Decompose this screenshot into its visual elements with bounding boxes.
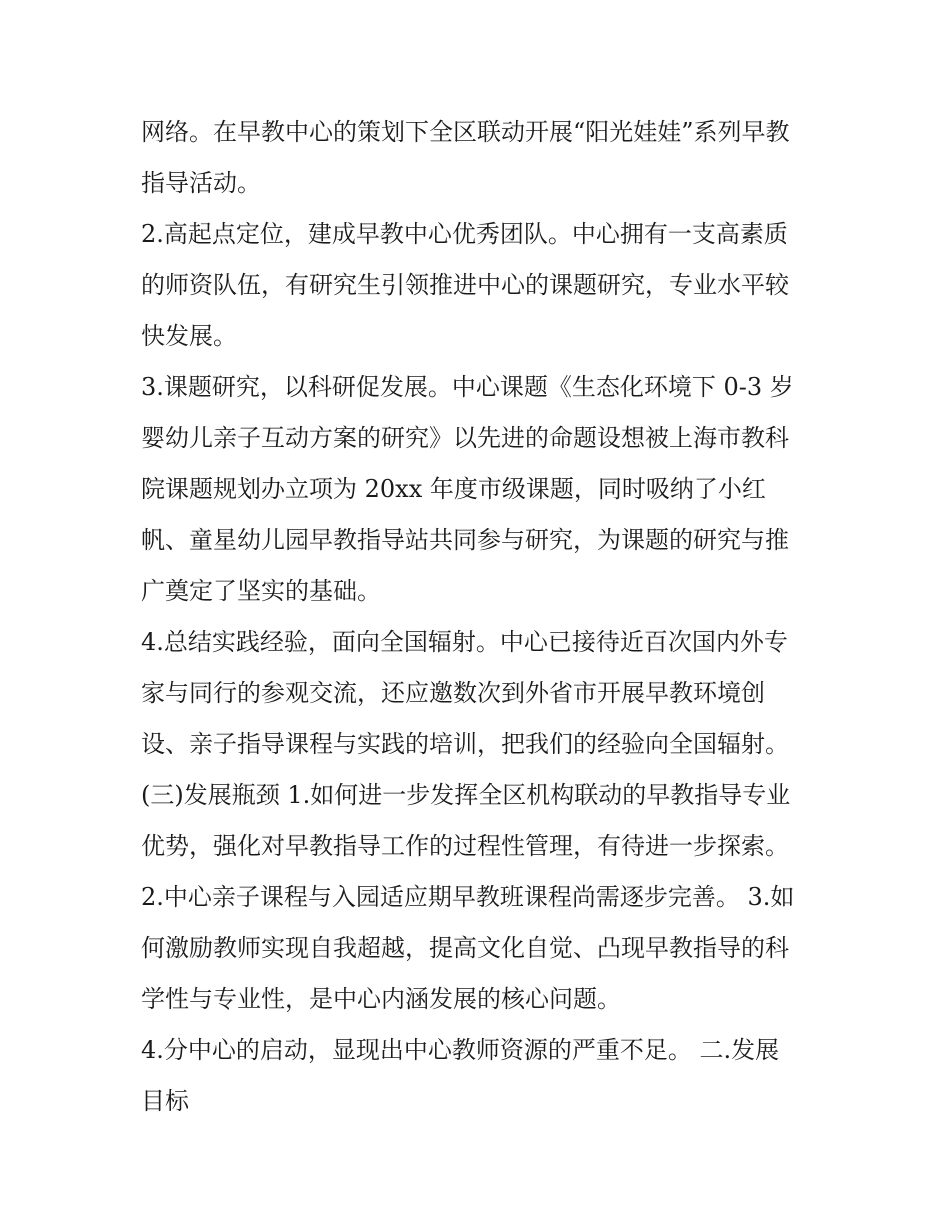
text-line-19: 4.分中心的启动，显现出中心教师资源的严重不足。 二.发展: [141, 1036, 780, 1064]
text-line-18: 学性与专业性，是中心内涵发展的核心问题。: [141, 985, 621, 1013]
text-line-3: 2.高起点定位，建成早教中心优秀团队。中心拥有一支高素质: [141, 220, 788, 248]
text-line-9: 帆、童星幼儿园早教指导站共同参与研究，为课题的研究与推: [141, 526, 789, 554]
text-line-16: 2.中心亲子课程与入园适应期早教班课程尚需逐步完善。 3.如: [141, 883, 795, 911]
text-line-6: 3.课题研究，以科研促发展。中心课题《生态化环境下 0-3 岁: [141, 373, 794, 401]
text-line-11: 4.总结实践经验，面向全国辐射。中心已接待近百次国内外专: [141, 628, 788, 656]
text-line-1: 网络。在早教中心的策划下全区联动开展“阳光娃娃”系列早教: [141, 118, 790, 146]
document-body: [141, 107, 821, 1127]
text-line-5: 快发展。: [141, 322, 237, 350]
text-line-15: 优势，强化对早教指导工作的过程性管理，有待进一步探索。: [141, 832, 789, 860]
text-line-13: 设、亲子指导课程与实践的培训，把我们的经验向全国辐射。: [141, 730, 789, 758]
text-line-8: 院课题规划办立项为 20xx 年度市级课题，同时吸纳了小红: [141, 475, 766, 503]
text-line-7: 婴幼儿亲子互动方案的研究》以先进的命题设想被上海市教科: [141, 424, 789, 452]
text-line-2: 指导活动。: [141, 169, 261, 197]
text-line-14: (三)发展瓶颈 1.如何进一步发挥全区机构联动的早教指导专业: [141, 781, 791, 809]
text-line-20: 目标: [141, 1087, 189, 1115]
text-line-10: 广奠定了坚实的基础。: [141, 577, 381, 605]
text-line-17: 何激励教师实现自我超越，提高文化自觉、凸现早教指导的科: [141, 934, 789, 962]
text-line-12: 家与同行的参观交流，还应邀数次到外省市开展早教环境创: [141, 679, 765, 707]
text-line-4: 的师资队伍，有研究生引领推进中心的课题研究，专业水平较: [141, 271, 789, 299]
